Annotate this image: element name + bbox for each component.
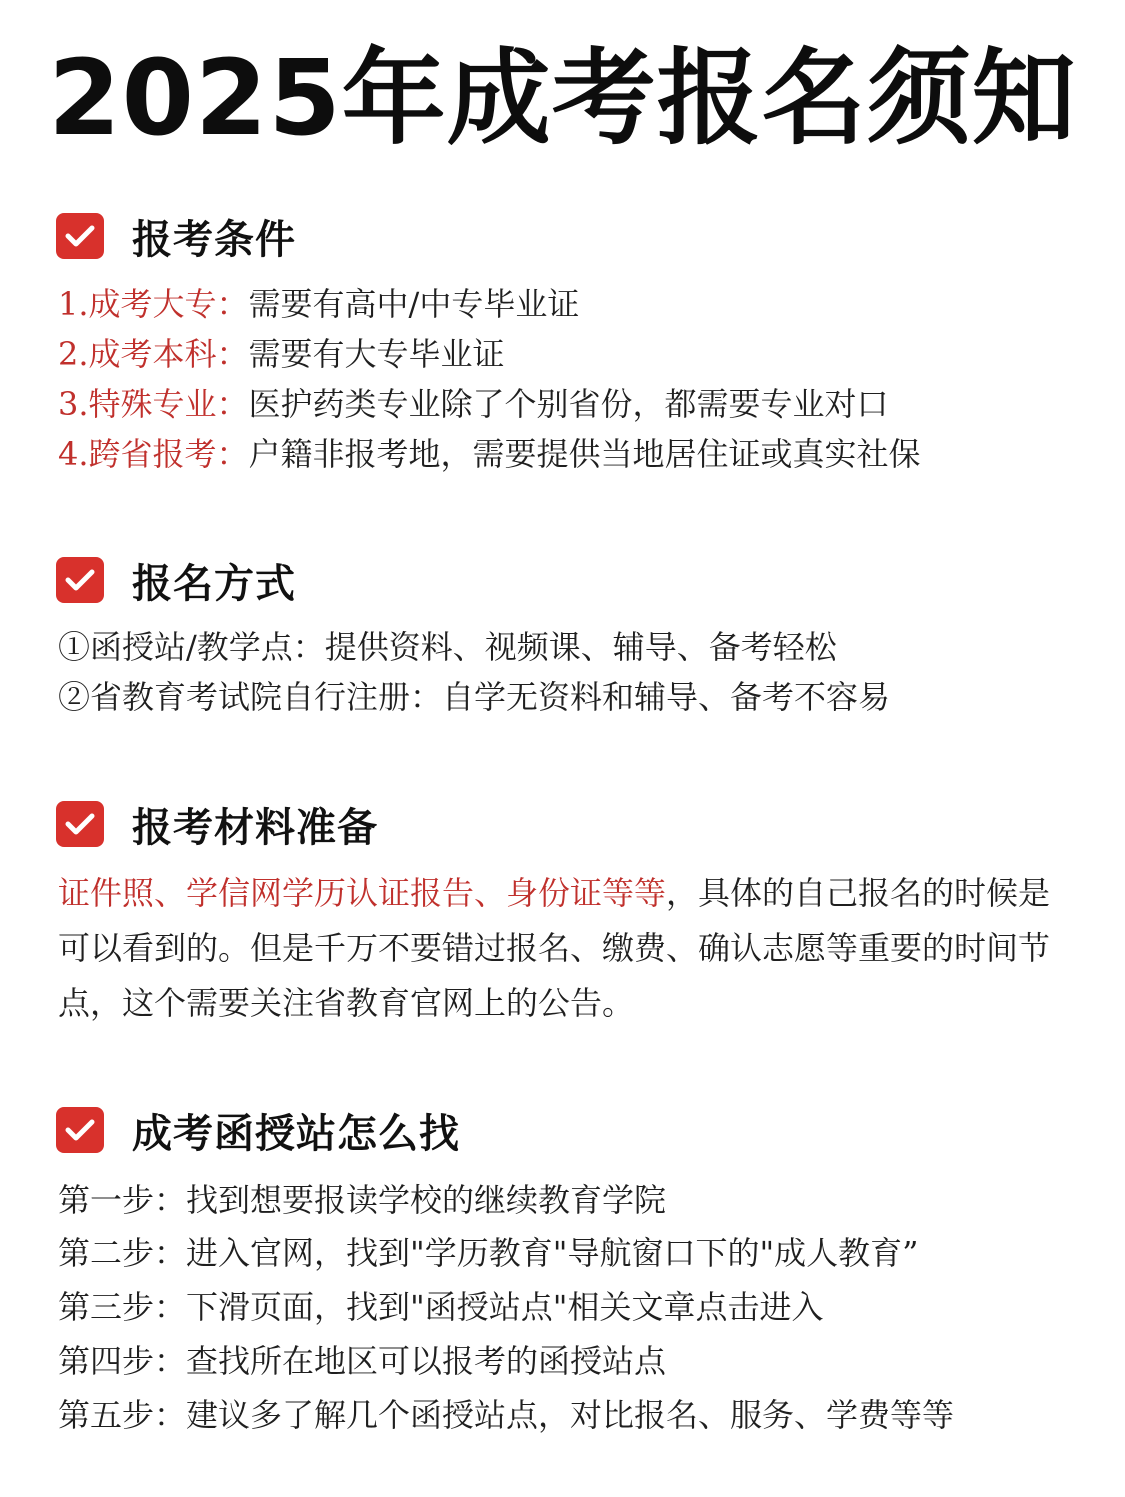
check-icon bbox=[56, 1107, 104, 1153]
step-item bbox=[58, 1233, 919, 1273]
section-header-materials bbox=[56, 796, 378, 852]
item-text: ①函授站/教学点：提供资料、视频课、辅导、备考轻松 bbox=[58, 628, 837, 666]
list-item bbox=[58, 434, 921, 474]
step-text: 第一步：找到想要报读学校的继续教育学院 bbox=[58, 1181, 667, 1219]
step-item bbox=[58, 1341, 666, 1381]
page-title: 2025年成考报名须知 bbox=[48, 37, 1077, 159]
list-item bbox=[58, 627, 837, 667]
section-title: 报考材料准备 bbox=[132, 804, 378, 851]
step-item bbox=[58, 1287, 823, 1327]
step-item bbox=[58, 1180, 666, 1220]
list-item bbox=[58, 677, 890, 717]
section-header-requirements bbox=[56, 208, 296, 264]
check-icon bbox=[56, 801, 104, 847]
list-item bbox=[58, 334, 505, 374]
item-label: 1.成考大专： bbox=[58, 285, 249, 323]
item-label: 4.跨省报考： bbox=[58, 435, 249, 473]
section-title: 成考函授站怎么找 bbox=[132, 1110, 460, 1157]
step-text: 第四步：查找所在地区可以报考的函授站点 bbox=[58, 1342, 667, 1380]
item-text: 医护药类专业除了个别省份，都需要专业对口 bbox=[248, 385, 889, 423]
item-text: ②省教育考试院自行注册：自学无资料和辅导、备考不容易 bbox=[58, 678, 891, 716]
check-icon bbox=[56, 213, 104, 259]
item-text: 需要有大专毕业证 bbox=[248, 335, 505, 373]
check-icon bbox=[56, 557, 104, 603]
step-text: 第五步：建议多了解几个函授站点，对比报名、服务、学费等等 bbox=[58, 1396, 955, 1434]
materials-highlight: 证件照、学信网学历认证报告、身份证等等 bbox=[58, 874, 667, 912]
section-title: 报考条件 bbox=[132, 216, 296, 263]
step-text: 第三步：下滑页面，找到"函授站点"相关文章点击进入 bbox=[58, 1288, 824, 1326]
section-title: 报名方式 bbox=[132, 560, 296, 607]
item-text: 需要有高中/中专毕业证 bbox=[248, 285, 580, 323]
step-item bbox=[58, 1395, 954, 1435]
item-label: 2.成考本科： bbox=[58, 335, 249, 373]
materials-body: ，具体的自己报名的时候是可以看到的。但是千万不要错过报名、缴费、确认志愿等重要的时间节点，这个需要关注省教育官网上的公告。 bbox=[58, 874, 1051, 1022]
section-header-find-station bbox=[56, 1102, 460, 1158]
section-header-methods bbox=[56, 552, 296, 608]
step-text: 第二步：进入官网，找到"学历教育"导航窗口下的"成人教育” bbox=[58, 1234, 919, 1272]
item-text: 户籍非报考地，需要提供当地居住证或真实社保 bbox=[248, 435, 921, 473]
item-label: 3.特殊专业： bbox=[58, 385, 249, 423]
list-item bbox=[58, 384, 889, 424]
list-item bbox=[58, 284, 579, 324]
materials-paragraph bbox=[58, 866, 1058, 1031]
